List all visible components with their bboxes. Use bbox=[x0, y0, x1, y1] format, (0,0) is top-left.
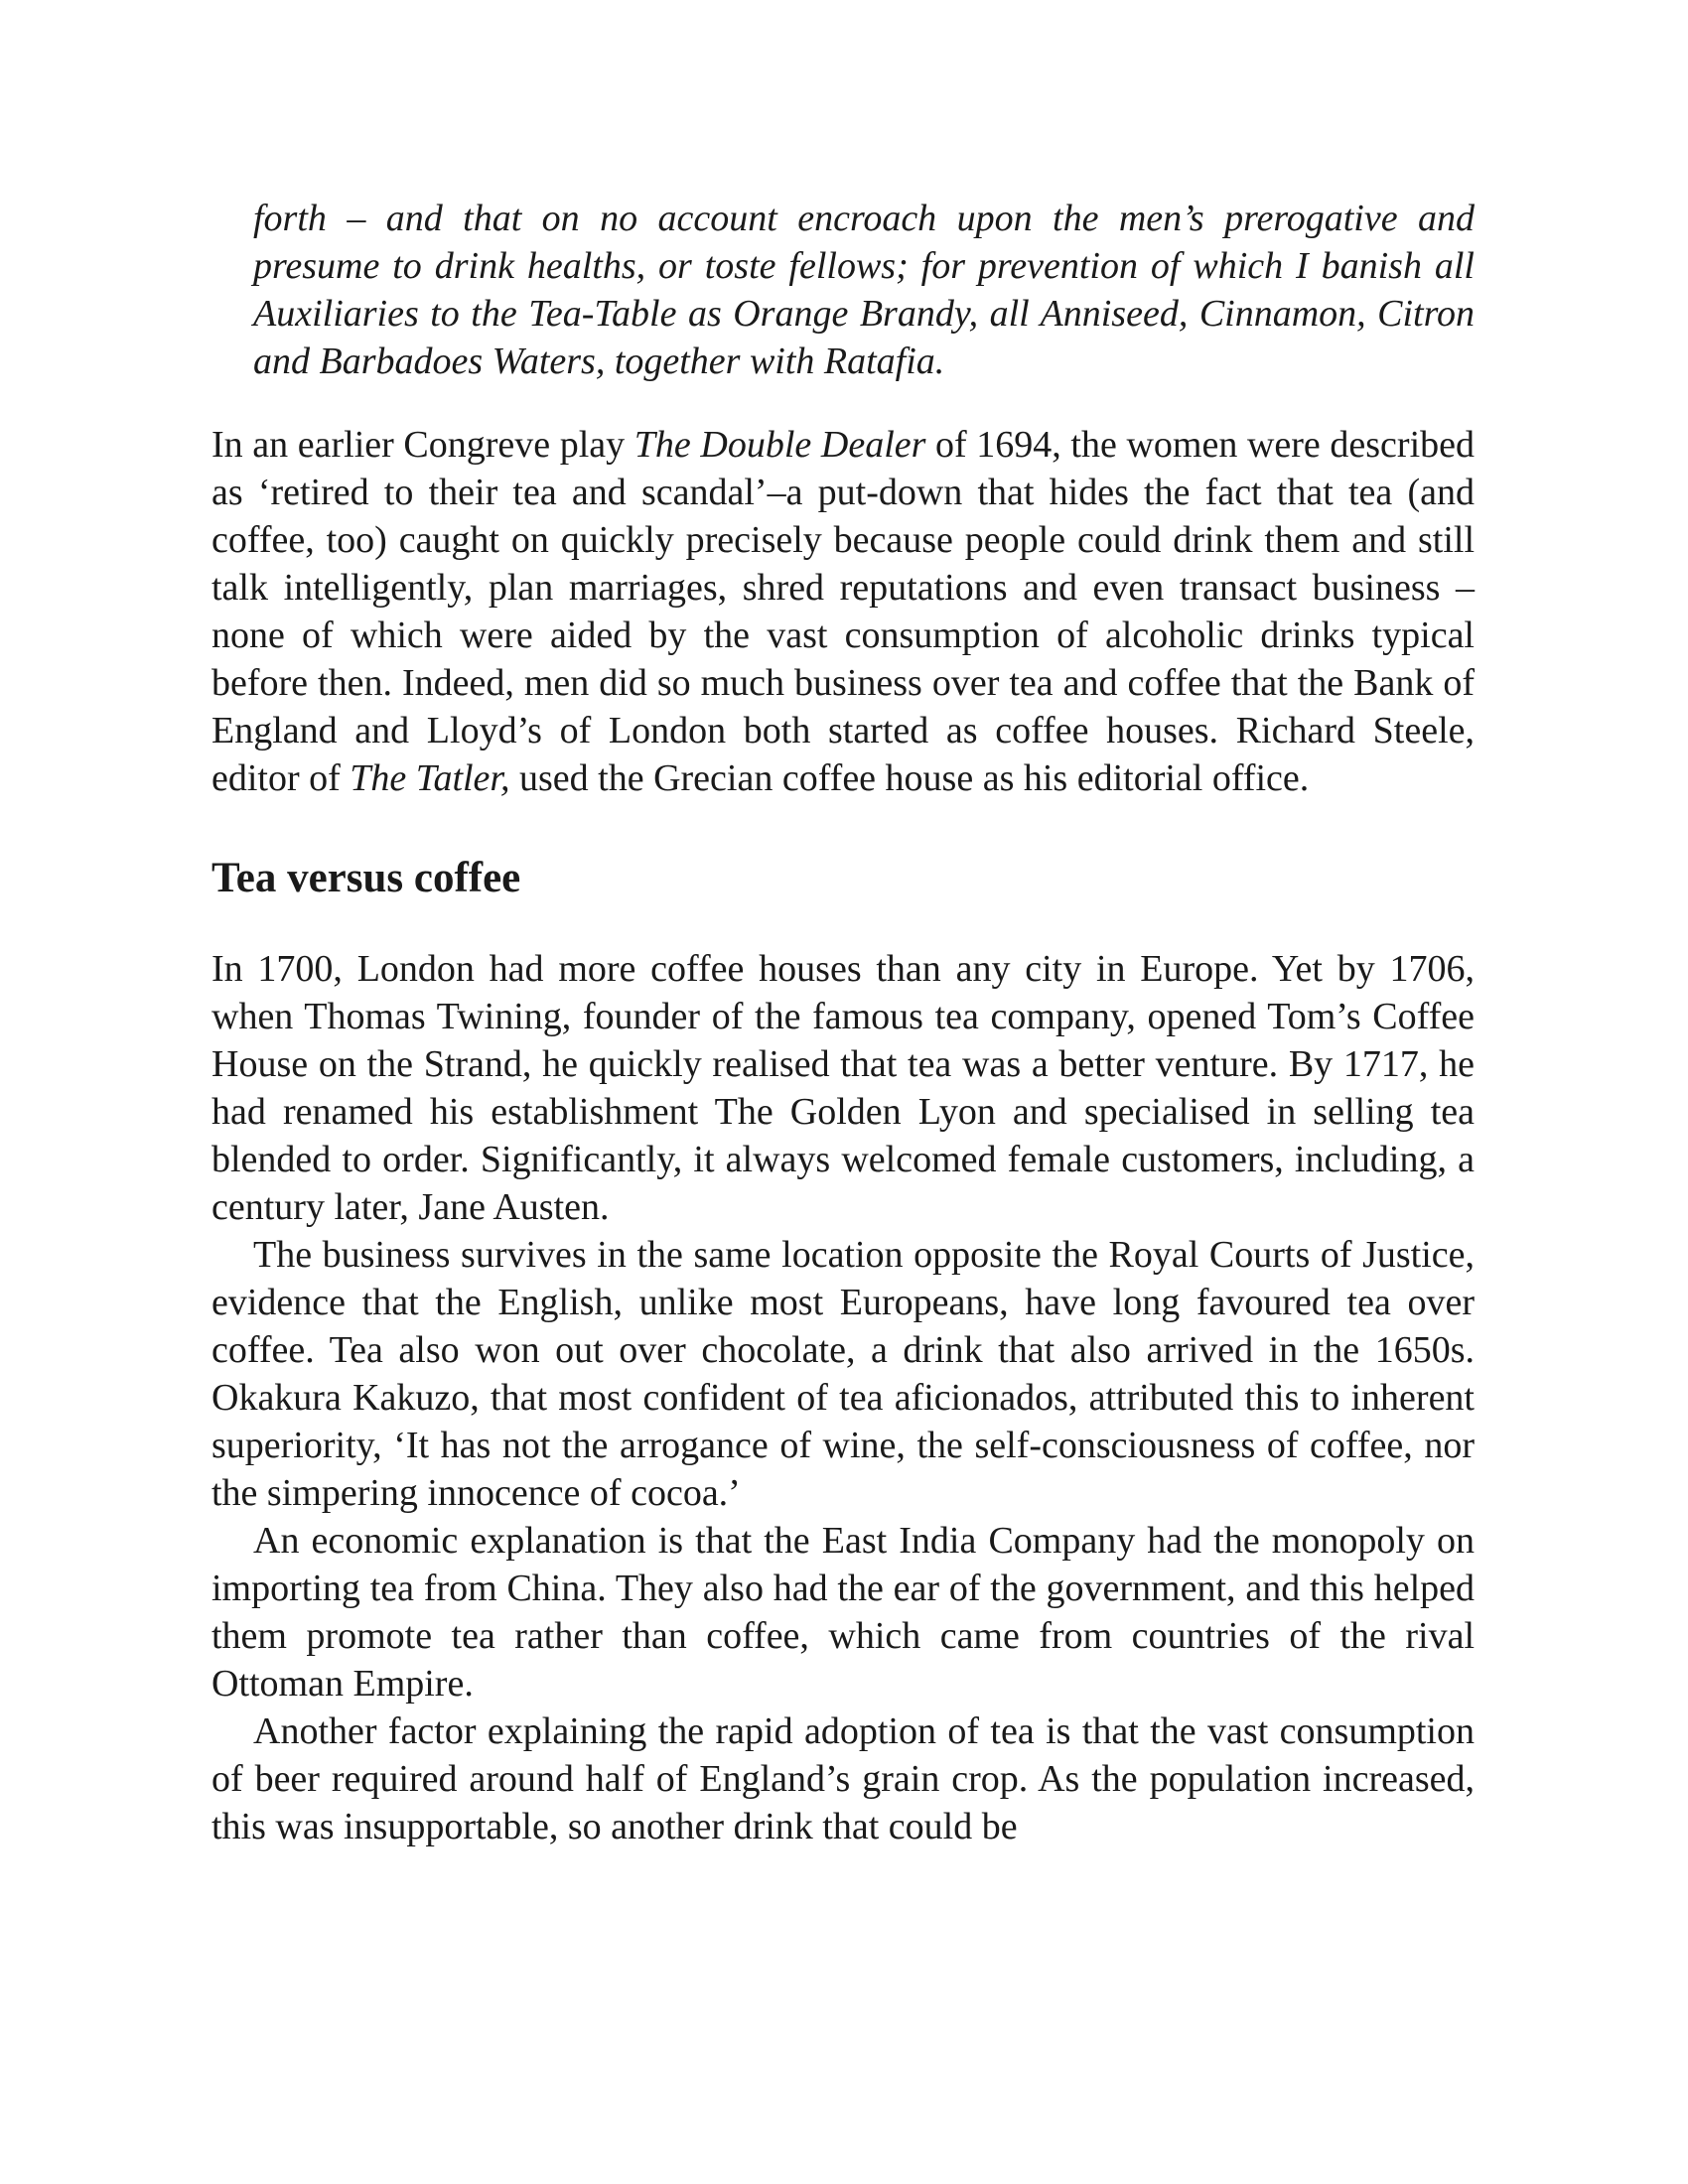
section-heading: Tea versus coffee bbox=[211, 855, 521, 901]
page-body bbox=[211, 195, 1475, 1850]
paragraph-congreve bbox=[211, 421, 1475, 802]
paragraph-text: used the Grecian coffee house as his editorial office. bbox=[509, 757, 1310, 799]
block-quote: forth – and that on no account encroach upon the men’s prerogative and presume to drink healths, or toste fellows; for prevention of which I banish all Auxiliaries to the Tea-Table as Orange Brandy, all Anniseed, Cinnamon, Citron and Barbadoes Waters, together with Ratafia. bbox=[253, 198, 1475, 382]
paragraph: The business survives in the same location opposite the Royal Courts of Justice, evidence that the English, unlike most Europeans, have long favoured tea over coffee. Tea also won out over chocolate, a drink that also arrived in the 1650s. Okakura Kakuzo, that most confident of tea aficionados, attributed this to inherent superiority, ‘It has not the arrogance of wine, the self-consciousness of coffee, nor the simpering innocence of cocoa.’ bbox=[211, 1234, 1475, 1514]
book-title-double-dealer: The Double Dealer bbox=[633, 424, 926, 466]
book-title-tatler: The Tatler, bbox=[350, 757, 510, 799]
paragraph-text: In an earlier Congreve play bbox=[211, 424, 634, 466]
paragraph: Another factor explaining the rapid adoption of tea is that the vast consumption of beer required around half of England’s grain crop. As the population increased, this was insupportable, so another drink that could be bbox=[211, 1710, 1475, 1847]
paragraph: In 1700, London had more coffee houses than any city in Europe. Yet by 1706, when Thomas Twining, founder of the famous tea company, opened Tom’s Coffee House on the Strand, he quickly realised that tea was a better venture. By 1717, he had renamed his establishment The Golden Lyon and specialised in selling tea blended to order. Significantly, it always welcomed female customers, including, a century later, Jane Austen. bbox=[211, 948, 1475, 1228]
paragraph-text: of 1694, the women were described as ‘retired to their tea and scandal’–a put-down that hides the fact that tea (and coffee, too) caught on quickly precisely because people could drink them and still talk intelligently, plan marriages, shred reputations and even transact business – none of which were aided by the vast consumption of alcoholic drinks typical before then. Indeed, men did so much business over tea and coffee that the Bank of England and Lloyd’s of London both started as coffee houses. Richard Steele, editor of bbox=[211, 424, 1476, 799]
paragraph: An economic explanation is that the East India Company had the monopoly on importing tea from China. They also had the ear of the government, and this helped them promote tea rather than coffee, which came from countries of the rival Ottoman Empire. bbox=[211, 1520, 1475, 1705]
